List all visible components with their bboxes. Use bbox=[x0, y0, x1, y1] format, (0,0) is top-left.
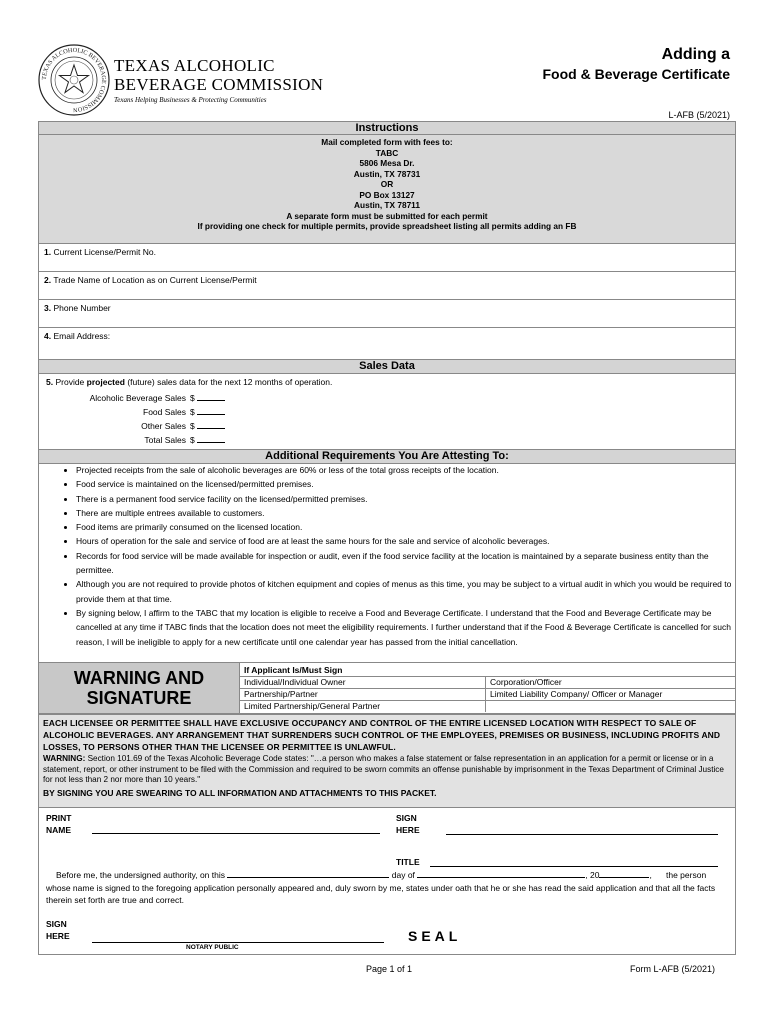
applicant-type-cell: Limited Liability Company/ Officer or Manager bbox=[486, 688, 736, 700]
print-label-line2: NAME bbox=[46, 825, 72, 835]
notary-sign-label bbox=[46, 918, 70, 942]
instruction-line: 5806 Mesa Dr. bbox=[359, 158, 415, 168]
email-address-field[interactable] bbox=[38, 328, 736, 360]
instruction-line: Austin, TX 78711 bbox=[354, 200, 420, 210]
applicant-type-cell: Individual/Individual Owner bbox=[240, 676, 486, 688]
question-emphasis: projected bbox=[86, 377, 125, 387]
instructions-heading: Instructions bbox=[38, 121, 736, 135]
field-label: Current License/Permit No. bbox=[53, 247, 156, 257]
title-input[interactable] bbox=[430, 865, 718, 867]
currency-sign: $ bbox=[190, 421, 195, 431]
seal-text: TEXAS ALCOHOLIC BEVERAGE COMMISSION bbox=[40, 46, 108, 114]
exclusive-occupancy-text: EACH LICENSEE OR PERMITTEE SHALL HAVE EXCLUSIVE OCCUPANCY AND CONTROL OF THE ENTIRE LICENSED LOCATION WITH RESPECT TO SALE OF ALCOHOLIC BEVERAGES. ANY ARRANGEMENT THAT SURRENDERS SUCH CONTROL OF THE EMPLOYEES, PREMISES OR BUSINESS, INCLUDING PROFITS AND LOSSES, TO PERSONS OTHER THAN THE LICENSEE OR PERMITTEE IS UNLAWFUL. bbox=[43, 718, 721, 752]
applicant-type-cell: Corporation/Officer bbox=[486, 676, 736, 688]
instruction-line: PO Box 13127 bbox=[359, 189, 415, 200]
notary-day-of-text: day of bbox=[391, 870, 415, 880]
applicant-heading: If Applicant Is/Must Sign bbox=[244, 665, 343, 675]
notary-year-prefix: , 20 bbox=[585, 870, 600, 880]
requirements-heading: Additional Requirements You Are Attesting To: bbox=[38, 449, 736, 464]
current-license-field[interactable] bbox=[38, 244, 736, 272]
instruction-line: OR bbox=[380, 179, 394, 189]
print-label-line1: PRINT bbox=[46, 813, 72, 823]
alcoholic-sales-row bbox=[46, 392, 236, 403]
instruction-line: If providing one check for multiple permits, provide spreadsheet listing all permits adding an FB bbox=[197, 221, 577, 231]
question-text: Provide bbox=[55, 377, 85, 387]
sign-label-line2: HERE bbox=[396, 825, 420, 835]
field-number: 4. bbox=[44, 331, 52, 341]
requirement-item: • Although you are not required to provide photos of kitchen equipment and copies of menus as this time, you may be subject to a virtual audit in which you would be required to provide them at that time. bbox=[76, 577, 740, 606]
applicant-type-cell bbox=[486, 700, 736, 712]
form-number: L-AFB (5/2021) bbox=[668, 110, 730, 120]
form-title-line1: Adding a bbox=[661, 46, 730, 63]
currency-sign: $ bbox=[190, 393, 195, 403]
other-sales-row bbox=[46, 420, 236, 431]
field-label: Email Address: bbox=[53, 331, 111, 341]
sales-label: Food Sales bbox=[143, 407, 186, 417]
food-sales-input[interactable] bbox=[197, 406, 225, 415]
notary-sign-line2: HERE bbox=[46, 931, 70, 941]
question-text: (future) sales data for the next 12 months of operation. bbox=[127, 377, 333, 387]
print-name-input[interactable] bbox=[92, 832, 380, 834]
notary-public-label: NOTARY PUBLIC bbox=[186, 944, 239, 951]
requirement-item: • Food service is maintained on the licensed/permitted premises. bbox=[76, 477, 740, 491]
currency-sign: $ bbox=[190, 435, 195, 445]
notary-before-text: Before me, the undersigned authority, on this bbox=[56, 870, 225, 880]
seal-label: SEAL bbox=[408, 928, 462, 944]
phone-number-field[interactable] bbox=[38, 300, 736, 328]
notary-signature-input[interactable] bbox=[92, 941, 384, 943]
sign-here-label bbox=[396, 812, 420, 836]
print-name-label bbox=[46, 812, 72, 836]
sales-question bbox=[46, 377, 332, 387]
requirement-item: • By signing below, I affirm to the TABC that my location is eligible to receive a Food and Beverage Certificate. I understand that the Food and Beverage Certificate may be cancelled at any time if TABC finds that the location does not meet the eligibility requirements. I further understand that if the Food & Beverage Certificate is cancelled for such reason, I will be ineligible to apply for a new certificate until one calendar year has passed from the initial cancellation. bbox=[76, 606, 740, 649]
sales-label: Total Sales bbox=[144, 435, 186, 445]
footer-form-number: Form L-AFB (5/2021) bbox=[630, 964, 716, 974]
field-number: 2. bbox=[44, 275, 52, 285]
swearing-statement: BY SIGNING YOU ARE SWEARING TO ALL INFORMATION AND ATTACHMENTS TO THIS PACKET. bbox=[43, 787, 437, 798]
sales-label: Alcoholic Beverage Sales bbox=[89, 393, 186, 403]
requirement-item: • Projected receipts from the sale of alcoholic beverages are 60% or less of the total gross receipts of the location. bbox=[76, 463, 740, 477]
signature-input[interactable] bbox=[446, 833, 718, 835]
instruction-line: Mail completed form with fees to: bbox=[321, 137, 453, 147]
field-number: 3. bbox=[44, 303, 52, 313]
legal-notice bbox=[38, 714, 736, 808]
warning-signature-title bbox=[38, 662, 240, 714]
requirement-item: • There are multiple entrees available to customers. bbox=[76, 506, 740, 520]
tabc-seal-logo bbox=[38, 44, 110, 116]
applicant-type-table bbox=[239, 662, 736, 714]
requirements-list bbox=[62, 463, 740, 649]
form-title-line2: Food & Beverage Certificate bbox=[542, 66, 730, 82]
total-sales-input[interactable] bbox=[197, 434, 225, 443]
trade-name-field[interactable] bbox=[38, 272, 736, 300]
notary-day-input[interactable] bbox=[227, 869, 389, 878]
agency-name-line2: BEVERAGE COMMISSION bbox=[114, 75, 324, 94]
field-number: 5. bbox=[46, 377, 54, 387]
applicant-type-cell: Limited Partnership/General Partner bbox=[240, 700, 486, 712]
warning-label: WARNING: bbox=[43, 754, 86, 763]
title-label: TITLE bbox=[396, 857, 420, 867]
notary-statement: Before me, the undersigned authority, on this day of , 20 , the person whose name is signed to the foregoing application personally appeared and, duly sworn by me, states under oath that he or she has read the said application and that all the facts therein set forth are true and correct. bbox=[46, 870, 716, 905]
notary-sign-line1: SIGN bbox=[46, 919, 67, 929]
notary-month-input[interactable] bbox=[417, 869, 585, 878]
agency-name-line1: TEXAS ALCOHOLIC bbox=[114, 56, 275, 75]
notary-year-input[interactable] bbox=[599, 869, 649, 878]
total-sales-row bbox=[46, 434, 236, 445]
agency-tagline: Texans Helping Businesses & Protecting Communities bbox=[114, 96, 267, 104]
warning-title-line2: SIGNATURE bbox=[86, 688, 192, 708]
sign-label-line1: SIGN bbox=[396, 813, 417, 823]
applicant-type-cell: Partnership/Partner bbox=[240, 688, 486, 700]
other-sales-input[interactable] bbox=[197, 420, 225, 429]
currency-sign: $ bbox=[190, 407, 195, 417]
alcoholic-sales-input[interactable] bbox=[197, 392, 225, 401]
notary-rest-text: the person whose name is signed to the foregoing application personally appeared and, duly sworn by me, states under oath that he or she has read the said application and that all the facts therein set forth are true and correct. bbox=[46, 870, 716, 905]
page-number: Page 1 of 1 bbox=[366, 964, 413, 974]
field-label: Phone Number bbox=[53, 303, 111, 313]
requirement-item: • Food items are primarily consumed on the licensed location. bbox=[76, 520, 740, 534]
warning-text: Section 101.69 of the Texas Alcoholic Beverage Code states: "…a person who makes a false statement or false representation in an application for a permit or license or in a statement, report, or other instrument to be filed with the Commission and required to be sworn commits an offense punishable by imprisonment in the Texas Department of Criminal Justice for not less than 2 nor more than 10 years." bbox=[43, 754, 724, 784]
requirement-item: • Hours of operation for the sale and service of food are at least the same hours for the sale and service of alcoholic beverages. bbox=[76, 534, 740, 548]
instruction-line: A separate form must be submitted for each permit bbox=[286, 210, 488, 221]
warning-title-line1: WARNING AND bbox=[73, 668, 205, 688]
instruction-line: TABC bbox=[375, 147, 399, 158]
requirement-item: • Records for food service will be made available for inspection or audit, even if the food service facility at the location is maintained by a separate business entity than the permittee. bbox=[76, 549, 740, 578]
requirement-item: • There is a permanent food service facility on the licensed/permitted premises. bbox=[76, 492, 740, 506]
field-label: Trade Name of Location as on Current License/Permit bbox=[53, 275, 257, 285]
field-number: 1. bbox=[44, 247, 52, 257]
food-sales-row bbox=[46, 406, 236, 417]
sales-label: Other Sales bbox=[141, 421, 186, 431]
instruction-line: Austin, TX 78731 bbox=[353, 168, 421, 179]
sales-data-heading: Sales Data bbox=[38, 359, 736, 374]
instructions-body bbox=[38, 134, 736, 244]
